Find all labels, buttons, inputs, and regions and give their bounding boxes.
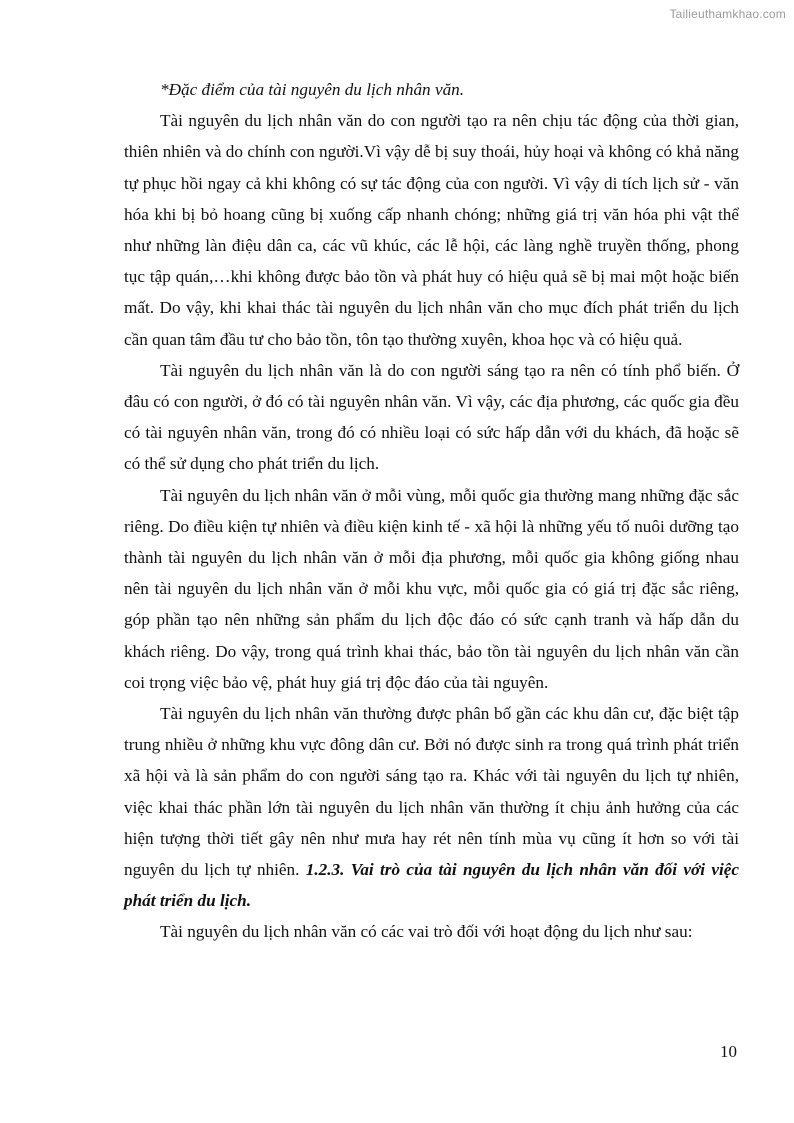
watermark: Tailieuthamkhao.com [669, 7, 786, 21]
subsection-heading: 1.2.3. Vai trò của tài nguyên du lịch nhân văn đối với việc phát triển du lịch. [124, 860, 739, 911]
paragraph-5: Tài nguyên du lịch nhân văn có các vai trò đối với hoạt động du lịch như sau: [160, 922, 693, 942]
paragraph-2: Tài nguyên du lịch nhân văn là do con người sáng tạo ra nên có tính phổ biến. Ở đâu có con người, ở đó có tài nguyên nhân văn. Vì vậy, các địa phương, các quốc gia đều có tài nguyên nhân văn, trong đó có nhiều loại có sức hấp dẫn với du khách, đã hoặc sẽ có thể sử dụng cho phát triển du lịch. [124, 360, 739, 474]
page-number: 10 [720, 1042, 737, 1061]
paragraph-4 [124, 698, 739, 916]
paragraph-3: Tài nguyên du lịch nhân văn ở mỗi vùng, mỗi quốc gia thường mang những đặc sắc riêng. Do điều kiện tự nhiên và điều kiện kinh tế - xã hội là những yếu tố nuôi dưỡng tạo thành tài nguyên du lịch nhân văn ở mỗi địa phương, mỗi quốc gia không giống nhau nên tài nguyên du lịch nhân văn ở mỗi khu vực, mỗi quốc gia có giá trị đặc sắc riêng, góp phần tạo nên những sản phẩm du lịch độc đáo có sức cạnh tranh và hấp dẫn du khách riêng. Do vậy, trong quá trình khai thác, bảo tồn tài nguyên du lịch nhân văn cần coi trọng việc bảo vệ, phát huy giá trị độc đáo của tài nguyên. [124, 485, 739, 692]
paragraph-4-text: Tài nguyên du lịch nhân văn thường được phân bố gần các khu dân cư, đặc biệt tập trung nhiều ở những khu vực đông dân cư. Bởi nó được sinh ra trong quá trình phát triển xã hội và là sản phẩm do con người sáng tạo ra. Khác với tài nguyên du lịch tự nhiên, việc khai thác phần lớn tài nguyên du lịch nhân văn thường ít chịu ảnh hưởng của các hiện tượng thời tiết gây nên như mưa hay rét nên tính mùa vụ cũng ít hơn so với tài nguyên du lịch tự nhiên. [124, 704, 739, 880]
document-body [124, 74, 739, 948]
paragraph-1: Tài nguyên du lịch nhân văn do con người tạo ra nên chịu tác động của thời gian, thiên nhiên và do chính con người.Vì vậy dễ bị suy thoái, hủy hoại và không có khả năng tự phục hồi ngay cả khi không có sự tác động của con người. Vì vậy di tích lịch sử - văn hóa khi bị bỏ hoang cũng bị xuống cấp nhanh chóng; những giá trị văn hóa phi vật thể như những làn điệu dân ca, các vũ khúc, các lễ hội, các làng nghề truyền thống, phong tục tập quán,…khi không được bảo tồn và phát huy có hiệu quả sẽ bị mai một hoặc biến mất. Do vậy, khi khai thác tài nguyên du lịch nhân văn cho mục đích phát triển du lịch cần quan tâm đầu tư cho bảo tồn, tôn tạo thường xuyên, khoa học và có hiệu quả. [124, 111, 739, 349]
section-heading: *Đặc điểm của tài nguyên du lịch nhân văn. [160, 80, 465, 99]
